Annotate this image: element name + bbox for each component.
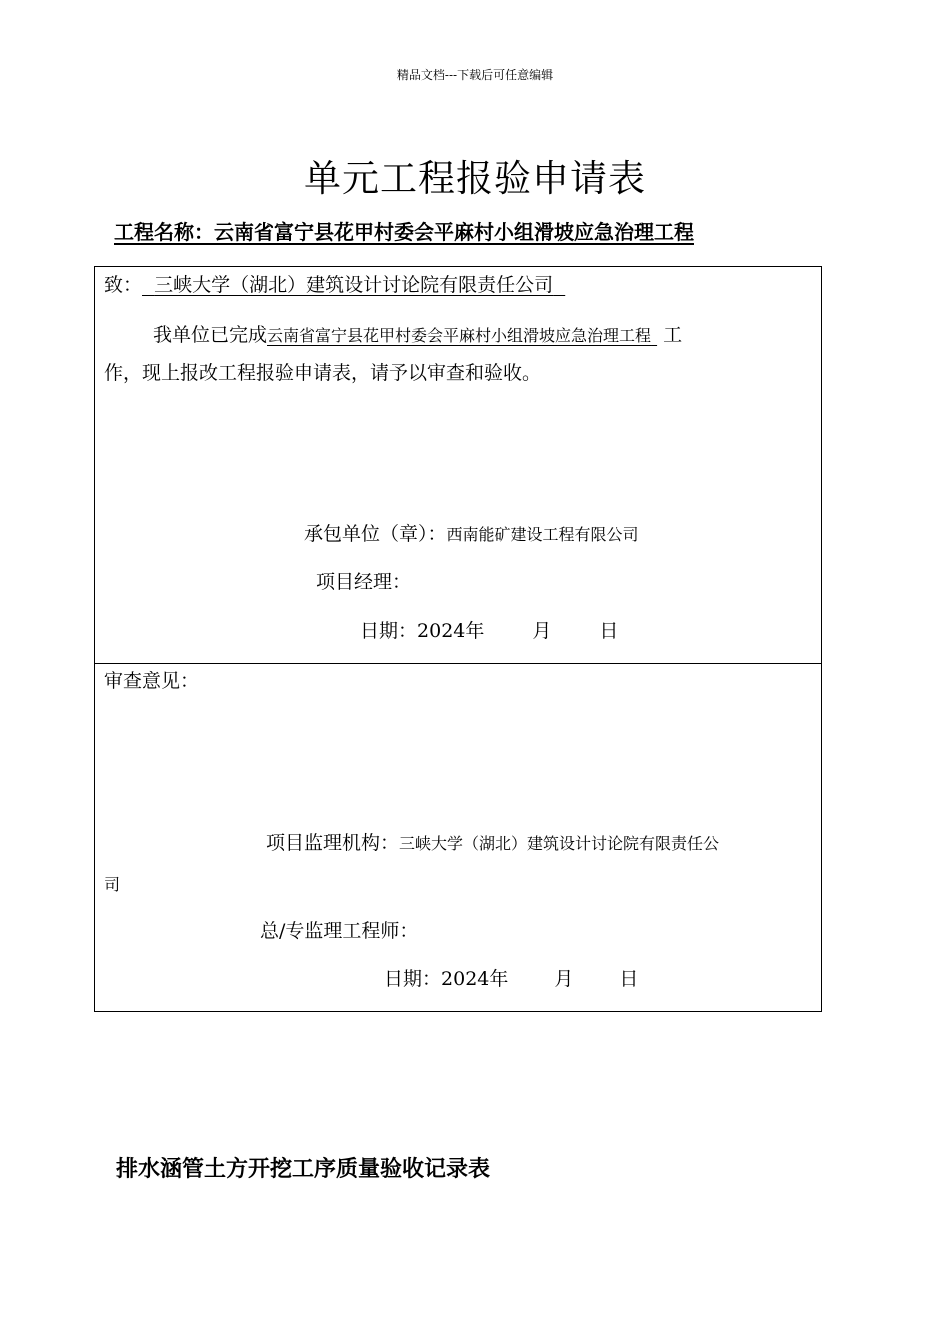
contractor-label: 承包单位（章）： [304, 523, 447, 545]
agency-value: 三峡大学（湖北）建筑设计讨论院有限责任公 [399, 834, 720, 853]
supervision-agency-line [266, 828, 719, 855]
contractor-value: 西南能矿建设工程有限公司 [446, 525, 639, 544]
chief-engineer-label: 总/专监理工程师： [260, 920, 419, 942]
agency-label: 项目监理机构： [266, 832, 400, 854]
year-unit: 年 [465, 620, 485, 642]
application-body-line1 [153, 320, 682, 347]
addressee-value: 三峡大学（湖北）建筑设计讨论院有限责任公司 [154, 274, 554, 296]
date-year: 2024 [441, 968, 490, 990]
application-date-line [360, 616, 618, 643]
project-name-line [114, 216, 694, 245]
day-unit: 日 [619, 968, 639, 990]
addressee-line [104, 270, 565, 297]
review-date-line [384, 964, 638, 991]
date-label: 日期： [360, 620, 418, 642]
year-unit: 年 [489, 968, 509, 990]
date-label: 日期： [384, 968, 442, 990]
form-title: 单元工程报验申请表 [304, 157, 646, 200]
review-opinion-label: 审查意见： [104, 670, 200, 692]
project-name-label: 工程名称： [114, 220, 214, 244]
date-year: 2024 [417, 620, 466, 642]
body-suffix: 工 [663, 324, 683, 346]
page-header-watermark: 精品文档---下载后可任意编辑 [396, 68, 554, 82]
agency-value-continued: 司 [104, 875, 121, 894]
project-manager-label: 项目经理： [316, 571, 412, 593]
addressee-label: 致： [104, 274, 143, 296]
contractor-line [304, 519, 639, 546]
next-section-title: 排水涵管土方开挖工序质量验收记录表 [116, 1156, 491, 1182]
application-body-line2: 作，现上报改工程报验申请表，请予以审查和验收。 [104, 362, 542, 384]
project-name-value: 云南省富宁县花甲村委会平麻村小组滑坡应急治理工程 [214, 220, 694, 244]
month-unit: 月 [532, 620, 552, 642]
day-unit: 日 [599, 620, 619, 642]
body-prefix: 我单位已完成 [153, 324, 268, 346]
month-unit: 月 [554, 968, 574, 990]
body-project-name: 云南省富宁县花甲村委会平麻村小组滑坡应急治理工程 [267, 326, 652, 345]
